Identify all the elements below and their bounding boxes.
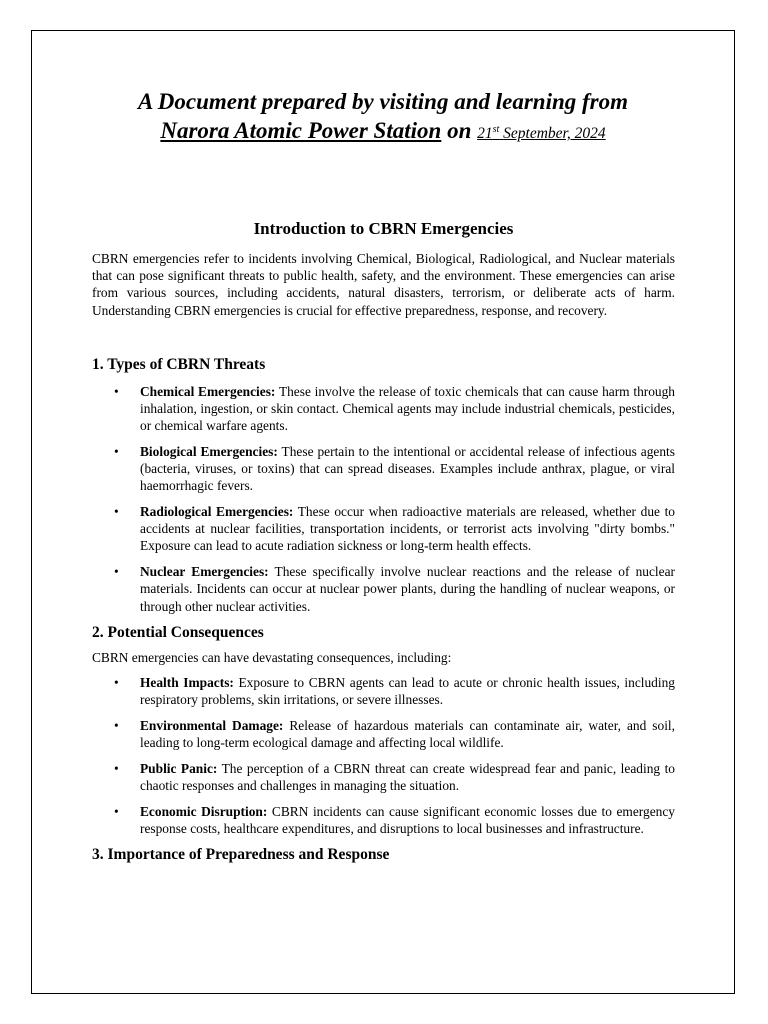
section-2-heading: 2. Potential Consequences — [92, 623, 264, 641]
list-item-text: These pertain to the intentional or accidental release of infectious agents (bacteria, viruses, or toxins) that can spread diseases. Examples include anthrax, plague, or viral haemorrhagic fevers. — [140, 443, 675, 494]
title-date — [477, 125, 606, 142]
title-on-word: on — [447, 118, 472, 144]
section-1-heading: 1. Types of CBRN Threats — [92, 355, 266, 373]
list-item-term: Nuclear Emergencies: — [140, 564, 269, 580]
list-item-text: These specifically involve nuclear reactions and the release of nuclear materials. Incidents can occur at nuclear power plants, during the handling of nuclear weapons, or through other nuclear activities. — [140, 564, 675, 614]
document-body — [92, 218, 675, 865]
list-item-term: Environmental Damage: — [140, 717, 284, 733]
list-item-term: Biological Emergencies: — [140, 443, 278, 459]
section-1-list — [92, 383, 675, 615]
title-date-day: 21 — [477, 125, 493, 143]
list-item — [92, 803, 675, 837]
list-item-text: Exposure to CBRN agents can lead to acute or chronic health issues, including respiratory problems, skin irritations, or severe illnesses. — [140, 674, 675, 708]
intro-heading: Introduction to CBRN Emergencies — [253, 219, 514, 238]
list-item-text: Release of hazardous materials can contaminate air, water, and soil, leading to long-term ecological damage and affecting local wildlife. — [140, 717, 675, 751]
list-item — [92, 760, 675, 794]
section-2-intro: CBRN emergencies can have devastating consequences, including: — [92, 649, 452, 665]
list-item — [92, 383, 675, 435]
title-place: Narora Atomic Power Station — [160, 118, 442, 144]
list-item-text: The perception of a CBRN threat can create widespread fear and panic, leading to chaotic responses and challenges in managing the situation. — [140, 760, 675, 793]
list-item-term: Public Panic: — [140, 760, 218, 776]
section-2-list — [92, 674, 675, 837]
list-item — [92, 443, 675, 495]
list-item — [92, 674, 675, 708]
list-item — [92, 717, 675, 751]
intro-paragraph: CBRN emergencies refer to incidents involving Chemical, Biological, Radiological, and Nuclear materials that can pose significant threats to public health, safety, and the environment. These emergencies can arise from various sources, including accidents, natural disasters, terrorism, or deliberate acts of harm. Understanding CBRN emergencies is crucial for effective preparedness, response, and recovery. — [92, 251, 675, 318]
title-line-1: A Document prepared by visiting and learning from — [137, 89, 629, 114]
list-item-term: Economic Disruption: — [140, 803, 268, 819]
title-line-2 — [31, 116, 735, 148]
list-item — [92, 503, 675, 555]
list-item-term: Chemical Emergencies: — [140, 383, 276, 399]
title-date-rest: September, 2024 — [503, 125, 606, 143]
document-title — [31, 88, 735, 148]
list-item-text: These involve the release of toxic chemicals that can cause harm through inhalation, ingestion, or skin contact. Chemical agents may include industrial chemicals, pesticides, or chemical warfare agents. — [140, 383, 676, 434]
title-date-suffix: st — [492, 124, 500, 135]
section-3-heading: 3. Importance of Preparedness and Response — [92, 846, 390, 864]
list-item-text: These occur when radioactive materials are released, whether due to accidents at nuclear facilities, transportation incidents, or terrorist acts involving "dirty bombs." Exposure can lead to acute radiation sickness or long-term health effects. — [140, 504, 675, 554]
list-item-term: Radiological Emergencies: — [140, 504, 294, 520]
list-item — [92, 563, 675, 615]
list-item-term: Health Impacts: — [140, 674, 234, 690]
list-item-text: CBRN incidents can cause significant economic losses due to emergency response costs, healthcare expenditures, and disruptions to local businesses and infrastructure. — [140, 803, 675, 836]
